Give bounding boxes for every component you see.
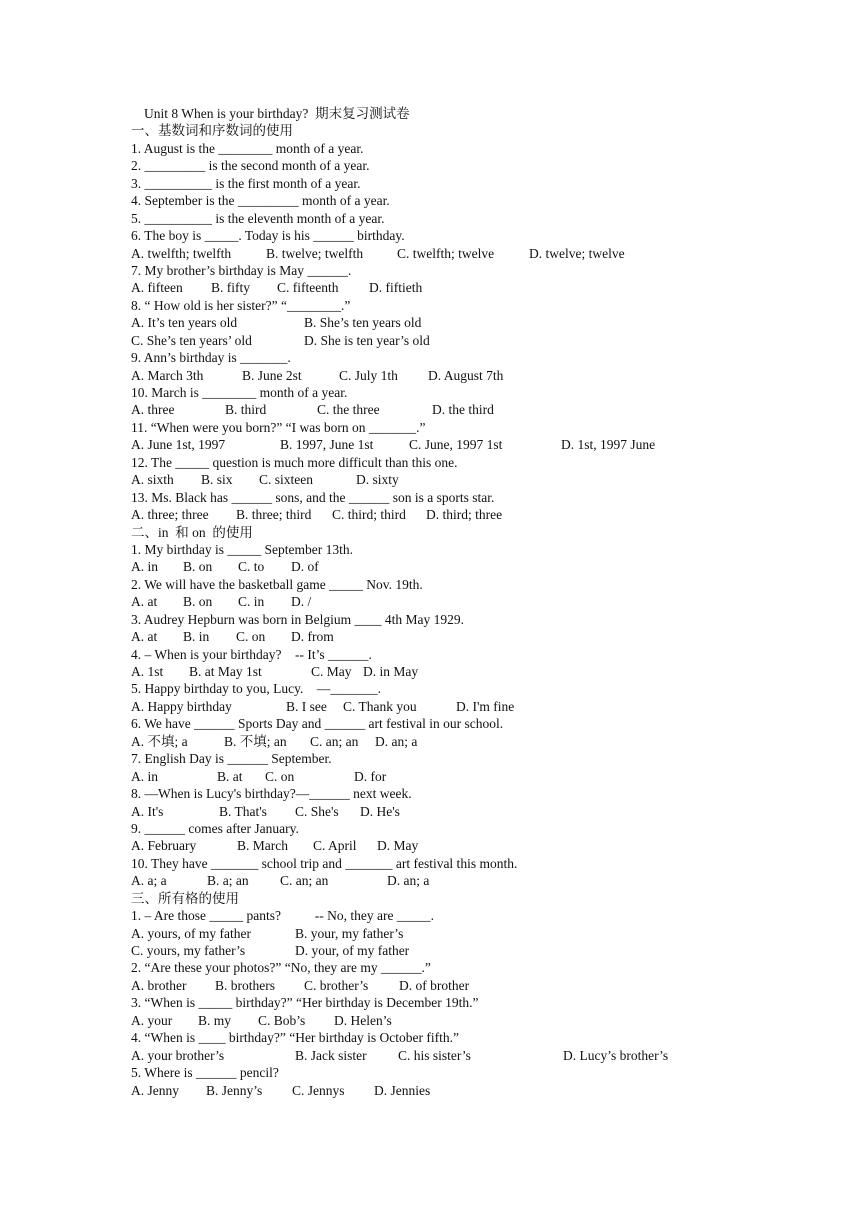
section-heading: 二、in 和 on 的使用 (131, 524, 253, 540)
options-row (131, 401, 821, 418)
option-a: A. in (131, 559, 158, 575)
option-b: B. fifty (211, 280, 250, 296)
option-a: A. 1st (131, 664, 164, 679)
question-text: 12. The _____ question is much more difficult than this one. (131, 454, 458, 470)
option-b: B. my (198, 1012, 232, 1028)
question-text: 8. “ How old is her sister?” “________.” (131, 297, 351, 313)
option-d: D. Jennies (374, 1082, 431, 1098)
option-b: B. brothers (215, 977, 275, 993)
option-d: D. in May (363, 664, 419, 679)
option-a: A. February (131, 838, 197, 854)
options-row (131, 367, 821, 384)
option-c: C. on (236, 629, 266, 645)
option-c: C. an; an (280, 873, 329, 889)
option-c: C. June, 1997 1st (409, 437, 503, 453)
option-b: B. That's (219, 803, 267, 819)
option-b: B. I see (286, 698, 327, 714)
options-row (131, 698, 821, 715)
question-text: 10. They have _______ school trip and _______ art festival this month. (131, 855, 518, 871)
option-c: C. on (265, 768, 295, 784)
question-text: 3. __________ is the first month of a year. (131, 175, 361, 191)
question-text: 13. Ms. Black has ______ sons, and the ______ son is a sports star. (131, 489, 495, 505)
option-c: C. May (311, 664, 352, 679)
options-row (131, 471, 821, 488)
question-text: 11. “When were you born?” “I was born on _______.” (131, 419, 426, 435)
options-row (131, 942, 821, 959)
option-d: D. the third (432, 402, 494, 418)
options-row (131, 803, 821, 820)
option-d: D. I'm fine (456, 698, 515, 714)
option-a: A. your (131, 1012, 173, 1028)
question-text: 4. “When is ____ birthday?” “Her birthday is October fifth.” (131, 1030, 460, 1046)
option-c: C. the three (317, 402, 380, 418)
option-c: C. yours, my father’s (131, 943, 246, 958)
options-row (131, 733, 821, 750)
option-b: B. three; third (236, 507, 312, 523)
options-row (131, 925, 821, 942)
option-c: C. Jennys (292, 1082, 345, 1098)
option-a: A. a; a (131, 873, 167, 889)
option-a: A. Happy birthday (131, 698, 232, 714)
question-text: 8. —When is Lucy's birthday?—______ next week. (131, 786, 412, 802)
options-row (131, 1047, 821, 1064)
option-a: A. three (131, 402, 175, 418)
option-b: B. Jenny’s (206, 1082, 263, 1098)
question-text: 6. We have ______ Sports Day and ______ art festival in our school. (131, 716, 504, 732)
option-c: C. twelfth; twelve (397, 245, 495, 261)
option-a: A. Jenny (131, 1082, 179, 1098)
option-d: D. 1st, 1997 June (561, 437, 656, 453)
question-text: 1. August is the ________ month of a year. (131, 140, 364, 156)
options-row (131, 436, 821, 453)
question-text: 4. – When is your birthday? -- It’s ______. (131, 646, 372, 662)
options-row (131, 628, 821, 645)
option-b: B. on (183, 594, 213, 610)
option-a: A. yours, of my father (131, 925, 251, 941)
page-title: Unit 8 When is your birthday? 期末复习测试卷 (144, 106, 410, 121)
options-row (131, 1082, 821, 1099)
option-d: D. Lucy’s brother’s (563, 1047, 669, 1063)
option-c: C. third; third (332, 507, 406, 523)
option-d: D. / (291, 594, 312, 610)
option-b: B. on (183, 559, 213, 575)
option-b: B. third (225, 402, 267, 418)
options-row (131, 872, 821, 889)
options-row (131, 977, 821, 994)
options-row (131, 1012, 821, 1029)
option-a: A. It's (131, 803, 164, 819)
question-text: 5. __________ is the eleventh month of a year. (131, 210, 385, 226)
option-a: A. twelfth; twelfth (131, 245, 232, 261)
option-b: B. in (183, 629, 210, 645)
option-b: B. She’s ten years old (304, 315, 422, 331)
option-d: D. an; a (387, 873, 430, 889)
option-b: B. your, my father’s (295, 925, 404, 941)
options-row (131, 314, 821, 331)
options-row (131, 279, 821, 296)
question-text: 2. We will have the basketball game _____ Nov. 19th. (131, 576, 423, 592)
option-b: B. June 2st (242, 367, 302, 383)
option-d: D. of (291, 559, 319, 575)
option-d: D. May (377, 838, 419, 854)
question-text: 3. Audrey Hepburn was born in Belgium ____ 4th May 1929. (131, 611, 464, 627)
option-a: A. June 1st, 1997 (131, 437, 226, 453)
option-b: B. Jack sister (295, 1047, 367, 1063)
option-d: D. your, of my father (295, 943, 410, 958)
question-text: 3. “When is _____ birthday?” “Her birthday is December 19th.” (131, 995, 479, 1011)
option-b: B. 1997, June 1st (280, 437, 374, 453)
question-text: 5. Happy birthday to you, Lucy. —_______. (131, 681, 381, 697)
question-text: 1. – Are those _____ pants? -- No, they are _____. (131, 908, 434, 924)
options-row (131, 663, 821, 680)
option-b: B. six (201, 472, 233, 488)
option-d: D. fiftieth (369, 280, 423, 296)
question-text: 7. My brother’s birthday is May ______. (131, 262, 352, 278)
option-c: C. in (238, 594, 265, 610)
option-a: A. It’s ten years old (131, 315, 238, 331)
options-row (131, 768, 821, 785)
options-row (131, 837, 821, 854)
option-d: D. an; a (375, 733, 418, 749)
option-d: D. She is ten year’s old (304, 332, 430, 348)
option-b: B. twelve; twelfth (266, 245, 364, 261)
option-c: C. fifteenth (277, 280, 339, 296)
option-a: A. fifteen (131, 280, 183, 296)
question-text: 7. English Day is ______ September. (131, 751, 332, 767)
option-c: C. an; an (310, 733, 359, 749)
options-row (131, 593, 821, 610)
option-a: A. brother (131, 977, 187, 993)
option-a: A. your brother’s (131, 1047, 225, 1063)
option-b: B. a; an (207, 873, 249, 889)
option-c: C. to (238, 559, 265, 575)
option-c: C. Thank you (343, 698, 417, 714)
section-heading: 一、基数词和序数词的使用 (131, 123, 293, 139)
option-c: C. his sister’s (398, 1047, 471, 1063)
option-c: C. July 1th (339, 367, 398, 383)
option-a: A. at (131, 629, 158, 645)
options-row (131, 332, 821, 349)
option-d: D. Helen’s (334, 1012, 392, 1028)
options-row (131, 245, 821, 262)
question-text: 2. “Are these your photos?” “No, they are my ______.” (131, 960, 431, 976)
option-c: C. She's (295, 803, 339, 819)
option-d: D. twelve; twelve (529, 245, 625, 261)
option-c: C. brother’s (304, 977, 369, 993)
question-text: 6. The boy is _____. Today is his ______ birthday. (131, 228, 405, 244)
option-c: C. sixteen (259, 472, 313, 488)
option-a: A. at (131, 594, 158, 610)
option-d: D. for (354, 768, 387, 784)
option-d: D. third; three (426, 507, 503, 523)
question-text: 9. Ann’s birthday is _______. (131, 350, 291, 366)
option-d: D. of brother (399, 977, 470, 993)
option-a: A. 不填; a (131, 733, 188, 749)
question-text: 10. March is ________ month of a year. (131, 385, 348, 400)
option-c: C. She’s ten years’ old (131, 332, 252, 348)
question-text: 1. My birthday is _____ September 13th. (131, 541, 353, 557)
option-c: C. April (313, 838, 357, 854)
option-b: B. at May 1st (189, 664, 262, 679)
question-text: 5. Where is ______ pencil? (131, 1065, 279, 1081)
option-a: A. sixth (131, 472, 174, 488)
option-d: D. from (291, 629, 334, 645)
option-a: A. three; three (131, 507, 209, 523)
option-b: B. at (217, 768, 243, 784)
question-text: 9. ______ comes after January. (131, 820, 299, 836)
options-row (131, 558, 821, 575)
question-text: 2. _________ is the second month of a year. (131, 158, 370, 174)
question-text: 4. September is the _________ month of a year. (131, 193, 390, 209)
options-row (131, 506, 821, 523)
option-d: D. August 7th (428, 367, 504, 383)
option-d: D. He's (360, 803, 400, 819)
option-a: A. in (131, 768, 158, 784)
option-a: A. March 3th (131, 367, 204, 383)
option-c: C. Bob’s (258, 1012, 306, 1028)
option-b: B. 不填; an (224, 733, 287, 749)
option-b: B. March (237, 838, 288, 854)
section-heading: 三、所有格的使用 (131, 890, 239, 906)
exam-content (131, 105, 821, 1099)
option-d: D. sixty (356, 472, 399, 488)
